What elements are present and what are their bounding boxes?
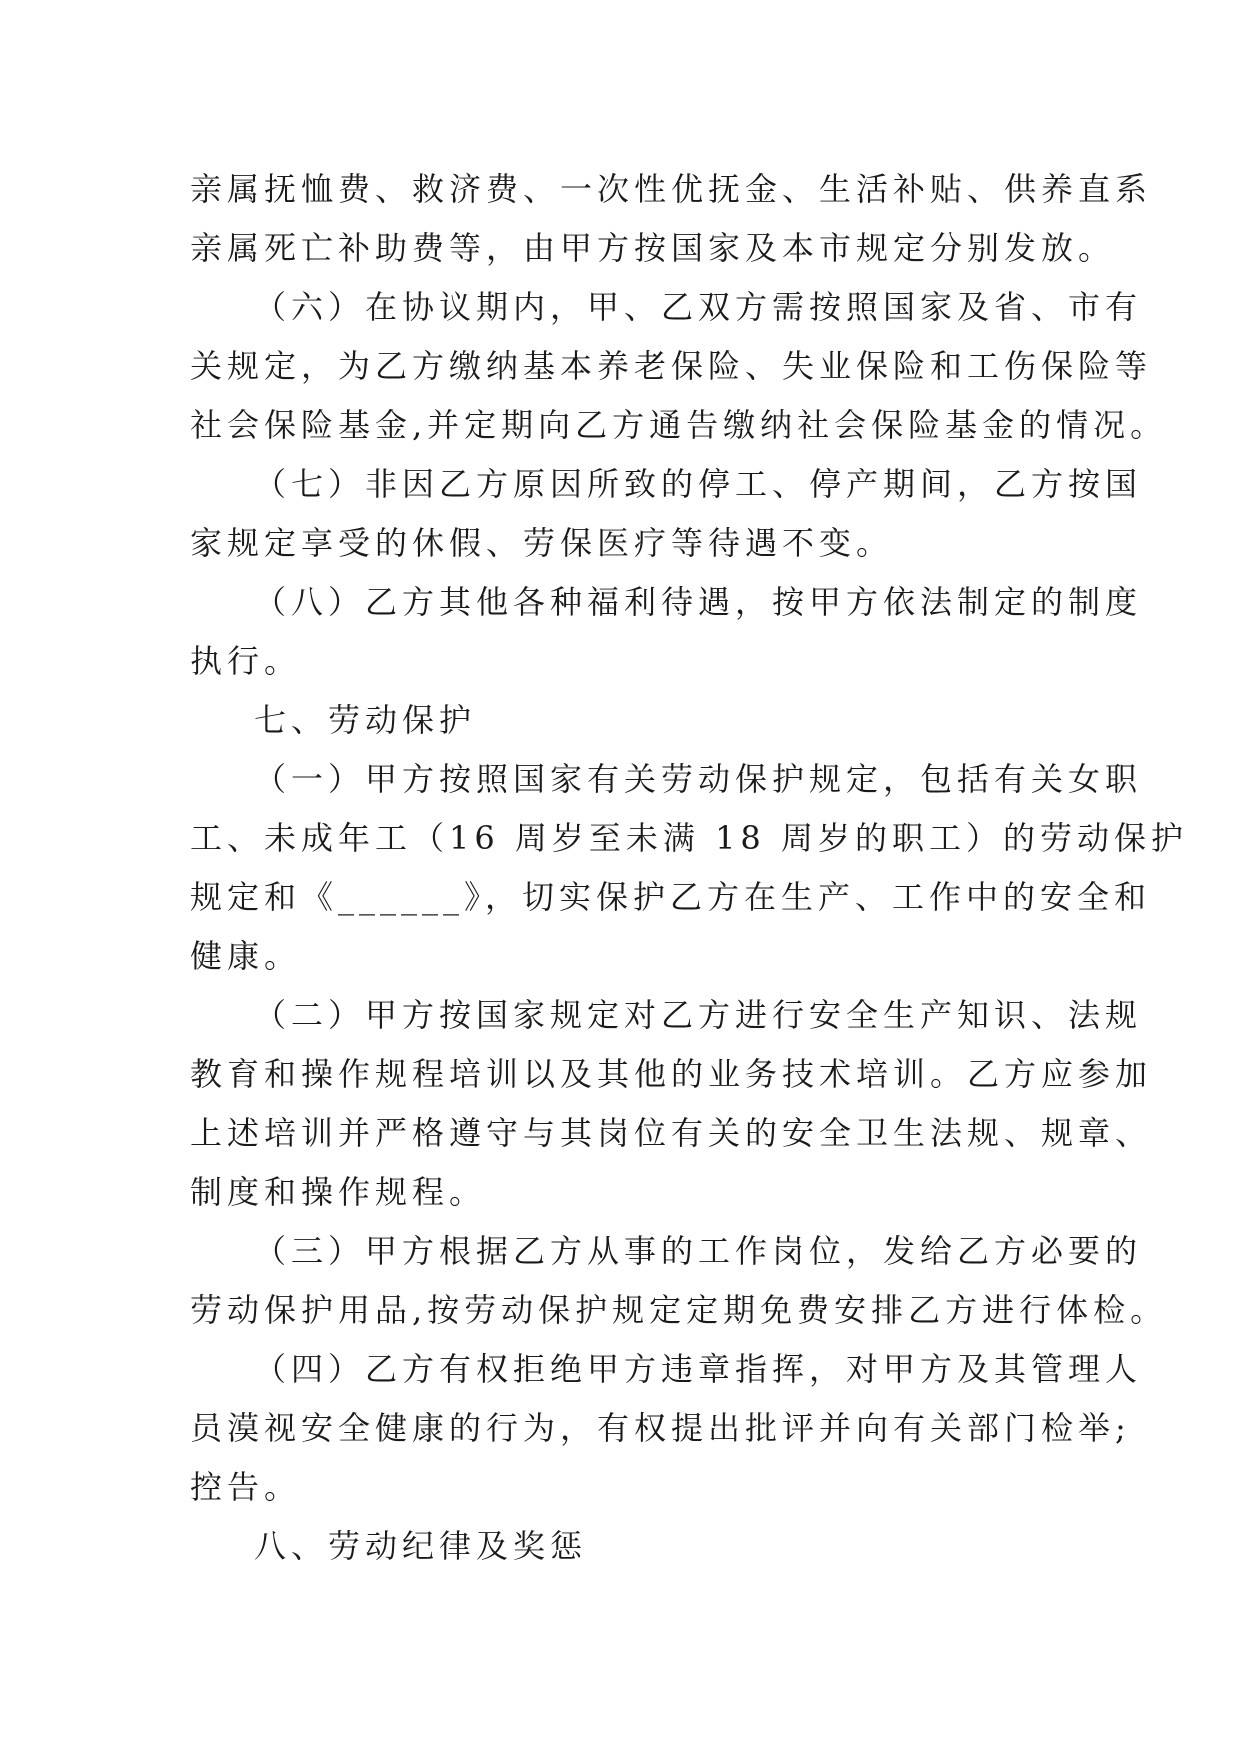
text-line: （二）甲方按国家规定对乙方进行安全生产知识、法规 <box>254 996 1143 1034</box>
text-line: （六）在协议期内，甲、乙双方需按照国家及省、市有 <box>254 288 1143 326</box>
document-body <box>190 160 1188 1576</box>
text-line: 劳动保护用品,按劳动保护规定定期免费安排乙方进行体检。 <box>190 1291 1168 1329</box>
paragraph-protection-2 <box>190 986 1153 1222</box>
text-line: 制度和操作规程。 <box>190 1173 487 1211</box>
text-line: （四）乙方有权拒绝甲方违章指挥，对甲方及其管理人 <box>254 1350 1143 1388</box>
paragraph-welfare-8 <box>190 573 1143 691</box>
text-line: 社会保险基金,并定期向乙方通告缴纳社会保险基金的情况。 <box>190 406 1168 444</box>
paragraph-protection-4 <box>190 1340 1143 1517</box>
text-line: 工、未成年工（16 周岁至未满 18 周岁的职工）的劳动保护 <box>190 819 1188 857</box>
text-line: 员漠视安全健康的行为，有权提出批评并向有关部门检举; <box>190 1409 1131 1447</box>
text-line: （一）甲方按照国家有关劳动保护规定，包括有关女职 <box>254 760 1143 798</box>
text-line: 家规定享受的休假、劳保医疗等待遇不变。 <box>190 524 894 562</box>
text-line: 健康。 <box>190 937 302 975</box>
text-line: 教育和操作规程培训以及其他的业务技术培训。乙方应参加 <box>190 1055 1153 1093</box>
text-line: 控告。 <box>190 1468 302 1506</box>
paragraph-welfare-5-continued <box>190 160 1153 278</box>
paragraph-protection-1 <box>190 750 1188 986</box>
text-line: 关规定，为乙方缴纳基本养老保险、失业保险和工伤保险等 <box>190 347 1153 385</box>
heading-text: 七、劳动保护 <box>254 701 477 739</box>
paragraph-welfare-7 <box>190 455 1143 573</box>
text-line: （三）甲方根据乙方从事的工作岗位，发给乙方必要的 <box>254 1232 1143 1270</box>
paragraph-welfare-6 <box>190 278 1168 455</box>
section-heading-labor-protection <box>190 691 1070 750</box>
text-line: 执行。 <box>190 642 302 680</box>
text-line: 亲属抚恤费、救济费、一次性优抚金、生活补贴、供养直系 <box>190 170 1153 208</box>
text-line: （八）乙方其他各种福利待遇，按甲方依法制定的制度 <box>254 583 1143 621</box>
section-heading-labor-discipline <box>190 1517 1070 1576</box>
text-line: 规定和《______》，切实保护乙方在生产、工作中的安全和 <box>190 878 1152 916</box>
heading-text: 八、劳动纪律及奖惩 <box>254 1527 588 1565</box>
text-line: 上述培训并严格遵守与其岗位有关的安全卫生法规、规章、 <box>190 1114 1153 1152</box>
paragraph-protection-3 <box>190 1222 1168 1340</box>
text-line: 亲属死亡补助费等，由甲方按国家及本市规定分别发放。 <box>190 229 1116 267</box>
text-line: （七）非因乙方原因所致的停工、停产期间，乙方按国 <box>254 465 1143 503</box>
